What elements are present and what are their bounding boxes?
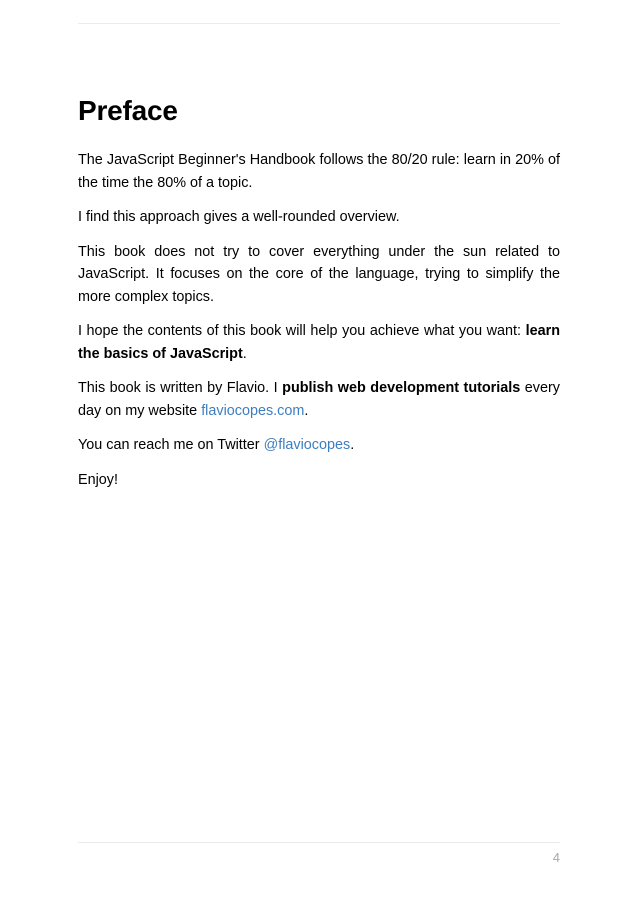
author-text: This book is written by Flavio. I [78, 380, 283, 396]
goal-emphasis: learn the basics of JavaScript [78, 323, 560, 362]
author-mid: every day on my website [78, 380, 560, 419]
goal-text: I hope the contents of this book will help you achieve what you want: [78, 323, 526, 339]
header-rule [78, 23, 560, 24]
page-title: Preface [78, 95, 178, 126]
paragraph-contact [78, 434, 560, 457]
paragraph-author [78, 377, 560, 422]
paragraph-intro: The JavaScript Beginner's Handbook follows the 80/20 rule: learn in 20% of the time the 80% of a topic. [78, 152, 560, 191]
page-number: 4 [552, 850, 560, 865]
paragraph-scope: This book does not try to cover everything under the sun related to JavaScript. It focuses on the core of the language, trying to simplify the more complex topics. [78, 243, 560, 305]
paragraph-goal [78, 320, 560, 365]
paragraph-approach: I find this approach gives a well-rounded overview. [78, 209, 400, 225]
contact-text: You can reach me on Twitter [78, 437, 264, 453]
page-content [78, 92, 560, 503]
author-emphasis: publish web development tutorials [282, 380, 521, 396]
author-end: . [304, 402, 309, 419]
contact-end: . [350, 437, 355, 453]
goal-end: . [242, 345, 247, 362]
twitter-link[interactable]: @flaviocopes [263, 437, 351, 453]
website-link[interactable]: flaviocopes.com [201, 402, 305, 419]
paragraph-closing: Enjoy! [78, 471, 118, 488]
footer-rule [78, 842, 560, 843]
